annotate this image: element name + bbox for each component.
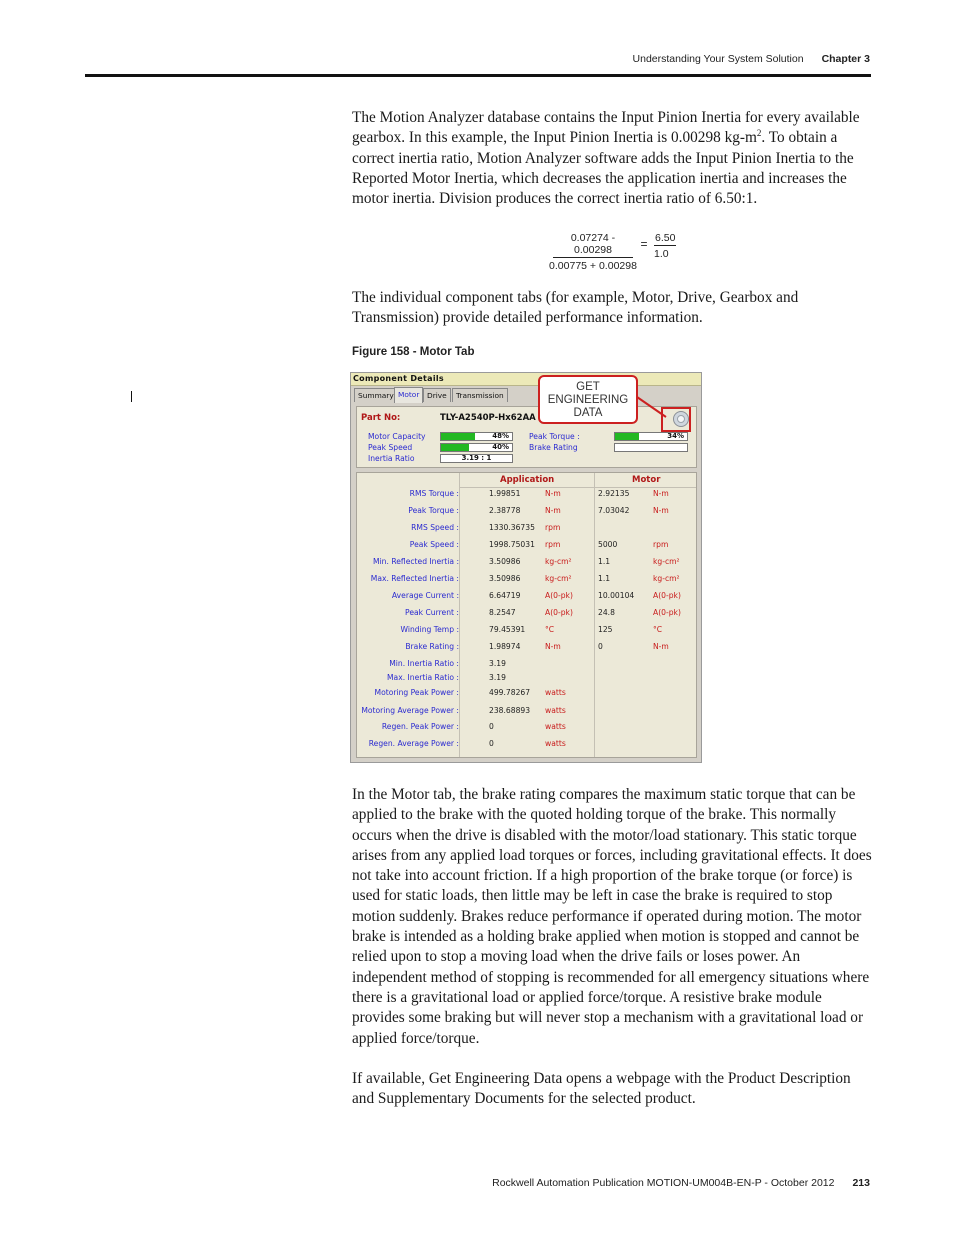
tab-summary[interactable]: Summary <box>354 388 398 402</box>
peak-speed-bar: 40% <box>440 443 513 452</box>
motor-value: 125 <box>598 625 613 634</box>
motor-value: 0 <box>598 642 603 651</box>
application-value: 238.68893 <box>489 706 531 715</box>
application-value: 2.38778 <box>489 506 521 515</box>
table-row <box>357 540 698 552</box>
motor-unit: N-m <box>653 506 669 515</box>
motor-data-table <box>356 472 697 758</box>
inertia-ratio-label: Inertia Ratio <box>368 454 415 463</box>
page-number: 213 <box>852 1177 870 1189</box>
header-chapter: Chapter 3 <box>821 53 870 65</box>
figure-caption: Figure 158 - Motor Tab <box>352 346 475 358</box>
motor-unit: N-m <box>653 489 669 498</box>
equation-left-numerator: 0.07274 - 0.00298 <box>553 232 633 258</box>
tab-drive[interactable]: Drive <box>423 388 451 402</box>
motor-capacity-fill <box>441 433 475 440</box>
header-section-title: Understanding Your System Solution <box>632 53 804 65</box>
application-value: 0 <box>489 722 494 731</box>
paragraph-input-pinion-inertia: The Motion Analyzer database contains the Input Pinion Inertia for every available gearbox. In this example, the Input Pinion Inertia is 0.00298 $kg-m^2$. To obtain a correct inertia ratio, Motion Analyzer software adds the Input Pinion Inertia to the Reported Motor Inertia, which decreases the application inertia and increases the motor inertia. Division produces the correct inertia ratio of 6.50:1. <box>352 109 860 208</box>
application-unit: kg-cm² <box>545 557 572 566</box>
equation-equals: = <box>640 237 648 251</box>
equation-right-denominator: 1.0 <box>654 248 669 260</box>
application-value: 1998.75031 <box>489 540 535 549</box>
page-footer <box>492 1177 870 1189</box>
motor-unit: N-m <box>653 642 669 651</box>
application-value: 1330.36735 <box>489 523 535 532</box>
row-label: RMS Torque : <box>409 489 459 498</box>
application-value: 1.99851 <box>489 489 521 498</box>
motor-value: 2.92135 <box>598 489 630 498</box>
tab-transmission[interactable]: Transmission <box>452 388 508 402</box>
superscript: 2 <box>756 128 762 139</box>
column-header-motor: Motor <box>632 475 661 485</box>
column-header-application: Application <box>500 475 555 485</box>
peak-torque-bar: 34% <box>614 432 688 441</box>
engineering-data-highlight <box>661 407 691 432</box>
table-row <box>357 506 698 518</box>
motor-unit: kg-cm² <box>653 557 680 566</box>
table-row <box>357 673 698 685</box>
application-unit: N-m <box>545 489 561 498</box>
row-label: Winding Temp : <box>400 625 459 634</box>
motor-value: 7.03042 <box>598 506 630 515</box>
text-cursor <box>131 391 132 402</box>
application-unit: rpm <box>545 540 561 549</box>
motor-value: 1.1 <box>598 574 611 583</box>
row-label: Peak Current : <box>405 608 459 617</box>
component-details-title: Component Details <box>351 373 701 386</box>
motor-capacity-label: Motor Capacity <box>368 432 426 441</box>
table-row <box>357 659 698 671</box>
application-value: 79.45391 <box>489 625 526 634</box>
table-row <box>357 706 698 718</box>
motor-value: 5000 <box>598 540 618 549</box>
table-row <box>357 574 698 586</box>
motor-value: 10.00104 <box>598 591 635 600</box>
motor-unit: °C <box>653 625 663 634</box>
brake-rating-label: Brake Rating <box>529 443 578 452</box>
application-value: 8.2547 <box>489 608 516 617</box>
application-value: 3.19 <box>489 673 506 682</box>
application-unit: watts <box>545 706 566 715</box>
application-unit: °C <box>545 625 555 634</box>
peak-torque-fill <box>615 433 639 440</box>
application-unit: kg-cm² <box>545 574 572 583</box>
application-unit: watts <box>545 739 566 748</box>
application-value: 499.78267 <box>489 688 531 697</box>
row-label: Max. Inertia Ratio : <box>387 673 459 682</box>
table-row <box>357 591 698 603</box>
application-value: 6.64719 <box>489 591 521 600</box>
row-label: Average Current : <box>391 591 459 600</box>
motor-unit: A(0-pk) <box>653 591 681 600</box>
application-value: 3.19 <box>489 659 506 668</box>
table-row <box>357 625 698 637</box>
table-row <box>357 523 698 535</box>
get-engineering-data-callout: GET ENGINEERING DATA <box>538 375 638 424</box>
table-row <box>357 739 698 751</box>
footer-publication: Rockwell Automation Publication MOTION-UM004B-EN-P - October 2012 <box>492 1177 835 1189</box>
application-unit: rpm <box>545 523 561 532</box>
peak-speed-label: Peak Speed <box>368 443 413 452</box>
row-label: Motoring Average Power : <box>361 706 459 715</box>
tab-motor[interactable]: Motor <box>394 387 423 403</box>
table-row <box>357 688 698 700</box>
row-label: Regen. Peak Power : <box>381 722 459 731</box>
row-label: Brake Rating : <box>405 642 459 651</box>
table-row <box>357 722 698 734</box>
row-label: Peak Speed : <box>409 540 459 549</box>
application-unit: watts <box>545 722 566 731</box>
peak-torque-label: Peak Torque : <box>529 432 580 441</box>
part-no-value: TLY-A2540P-Hx62AA <box>440 413 536 423</box>
motor-unit: A(0-pk) <box>653 608 681 617</box>
paragraph-engineering-data: If available, Get Engineering Data opens a webpage with the Product Description and Supplementary Documents for the selected product. <box>352 1070 851 1108</box>
application-value: 1.98974 <box>489 642 521 651</box>
table-row <box>357 608 698 620</box>
part-no-label: Part No: <box>361 413 401 423</box>
application-unit: N-m <box>545 642 561 651</box>
motor-value: 1.1 <box>598 557 611 566</box>
motor-summary-box <box>356 406 697 468</box>
application-unit: A(0-pk) <box>545 608 573 617</box>
application-value: 0 <box>489 739 494 748</box>
brake-rating-bar <box>614 443 688 452</box>
application-value: 3.50986 <box>489 574 521 583</box>
motor-unit: kg-cm² <box>653 574 680 583</box>
motor-value: 24.8 <box>598 608 615 617</box>
table-row <box>357 489 698 501</box>
table-row <box>357 642 698 654</box>
inertia-ratio-value: 3.19 : 1 <box>440 454 513 463</box>
motor-capacity-bar: 48% <box>440 432 513 441</box>
row-label: Peak Torque : <box>408 506 459 515</box>
application-unit: A(0-pk) <box>545 591 573 600</box>
row-label: RMS Speed : <box>411 523 459 532</box>
motor-unit: rpm <box>653 540 669 549</box>
peak-speed-fill <box>441 444 469 451</box>
row-label: Max. Reflected Inertia : <box>370 574 459 583</box>
row-label: Motoring Peak Power : <box>374 688 459 697</box>
row-label: Min. Reflected Inertia : <box>373 557 459 566</box>
paragraph-brake-rating: In the Motor tab, the brake rating compares the maximum static torque that can be applied to the brake with the quoted holding torque of the brake. This normally occurs when the drive is disabled with the motor/load stationary. This static torque arises from any applied load torques or forces, including gravitational effects. It does not take into account friction. If a high proportion of the brake torque (or force) is used for static loads, then little may be left in case the brake is required to stop motion suddenly. Brakes reduce performance if operated during motion. The motor brake is intended as a holding brake applied when motion is stopped and cannot be relied upon to stop a moving load when the drive fails or loses power. An independent method of stopping is recommended for all emergency situations where there is a gravitational load or applied force/torque. A resistive brake module provides some braking but will never stop a mechanism with a gravitational load or applied force/torque. <box>352 786 872 1047</box>
row-label: Regen. Average Power : <box>368 739 459 748</box>
header-rule <box>85 74 871 77</box>
row-label: Min. Inertia Ratio : <box>389 659 459 668</box>
component-details-panel <box>350 372 702 763</box>
table-row <box>357 557 698 569</box>
paragraph-component-tabs: The individual component tabs (for example, Motor, Drive, Gearbox and Transmission) provide detailed performance information. <box>352 289 799 327</box>
running-header <box>633 53 870 65</box>
application-unit: watts <box>545 688 566 697</box>
application-value: 3.50986 <box>489 557 521 566</box>
equation-left-denominator: 0.00775 + 0.00298 <box>549 260 637 272</box>
equation-right-numerator: 6.50 <box>655 232 676 244</box>
application-unit: N-m <box>545 506 561 515</box>
